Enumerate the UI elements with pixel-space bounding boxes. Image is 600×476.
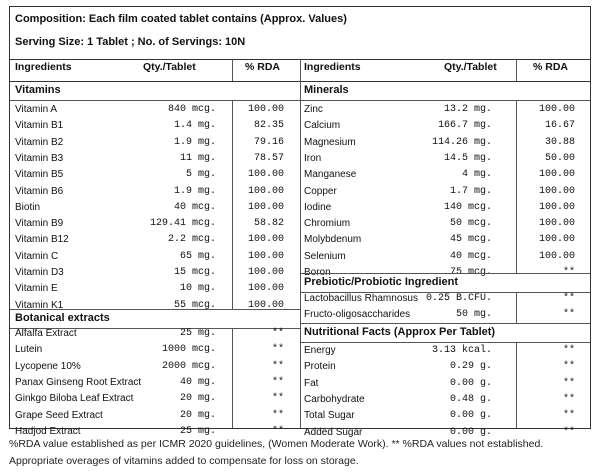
right-row-qty: 40 mcg. <box>449 250 492 262</box>
footer-note-1: %RDA value established as per ICMR 2020 guidelines, (Women Moderate Work). ** %RDA values not established. <box>9 438 544 450</box>
right-row-qty: 0.48 g. <box>449 393 492 405</box>
left-row-rda: ** <box>271 409 284 421</box>
left-row-qty: 10 mg. <box>179 283 216 295</box>
composition-table <box>9 6 591 438</box>
right-col-rda: % RDA <box>533 61 569 73</box>
right-row-name: Fructo-oligosaccharides <box>304 309 411 321</box>
right-row-name: Zinc <box>304 104 323 115</box>
left-row-name: Vitamin D3 <box>15 267 64 278</box>
left-row-qty: 11 mg. <box>179 152 216 164</box>
right-row-rda: ** <box>562 267 575 278</box>
left-row-rda: 100.00 <box>247 299 284 311</box>
right-row-name: Carbohydrate <box>304 393 365 405</box>
left-row-rda: 58.82 <box>253 218 284 230</box>
left-row-name: Vitamin B2 <box>15 136 64 148</box>
right-row-rda: ** <box>562 361 575 373</box>
left-row-name: Grape Seed Extract <box>15 409 103 421</box>
left-row-rda: 100.00 <box>247 283 284 295</box>
left-row-qty: 1.9 mg. <box>173 185 216 197</box>
left-row-rda: ** <box>271 328 284 339</box>
left-col-rda: % RDA <box>245 61 281 73</box>
left-col-ingredients: Ingredients <box>15 61 72 73</box>
left-row-name: Hadjod Extract <box>15 425 81 437</box>
right-row-rda: 16.67 <box>544 120 575 132</box>
left-row-qty: 25 mg. <box>179 425 216 437</box>
right-row-name: Total Sugar <box>304 410 355 422</box>
right-row-rda: ** <box>562 377 575 389</box>
right-row-rda: ** <box>562 393 575 405</box>
serving-size: Serving Size: 1 Tablet ; No. of Servings: 10N <box>15 36 246 48</box>
left-botanical-top-rule <box>10 309 300 310</box>
right-row-rda: 100.00 <box>538 169 575 181</box>
right-row-qty: 114.26 mg. <box>431 136 492 148</box>
left-row-rda: ** <box>271 376 284 388</box>
right-row-qty: 50 mg. <box>455 309 492 321</box>
right-row-qty: 50 mcg. <box>449 218 492 230</box>
right-row-rda: 50.00 <box>544 152 575 164</box>
right-row-rda: ** <box>562 345 575 356</box>
left-row-name: Vitamin B1 <box>15 120 64 132</box>
left-row-qty: 2.2 mcg. <box>167 234 216 246</box>
right-row-rda: ** <box>562 293 575 304</box>
left-row-qty: 40 mg. <box>179 376 216 388</box>
left-row-name: Vitamin K1 <box>15 299 64 311</box>
right-row-qty: 14.5 mg. <box>443 152 492 164</box>
left-row-qty: 129.41 mcg. <box>149 218 216 230</box>
left-row-rda: 100.00 <box>247 201 284 213</box>
left-row-rda: 79.16 <box>253 136 284 148</box>
left-row-qty: 55 mcg. <box>173 299 216 311</box>
table-header <box>10 7 590 60</box>
right-row-qty: 13.2 mg. <box>443 104 492 115</box>
right-row-qty: 0.29 g. <box>449 361 492 373</box>
right-row-name: Molybdenum <box>304 234 362 246</box>
left-row-name: Alfalfa Extract <box>15 328 77 339</box>
right-row-name: Selenium <box>304 250 346 262</box>
right-section-title: Minerals <box>304 84 349 96</box>
right-row-qty: 166.7 mg. <box>437 120 492 132</box>
right-section-rule <box>300 100 590 101</box>
right-row-rda: 100.00 <box>538 104 575 115</box>
right-row-name: Iodine <box>304 201 332 213</box>
right-row-qty: 75 mcg. <box>449 267 492 278</box>
right-row-rda: 100.00 <box>538 185 575 197</box>
left-row-rda: 100.00 <box>247 234 284 246</box>
right-row-rda: ** <box>562 309 575 321</box>
right-row-qty: 0.00 g. <box>449 377 492 389</box>
right-row-rda: 30.88 <box>544 136 575 148</box>
left-row-rda: 100.00 <box>247 250 284 262</box>
left-row-rda: 100.00 <box>247 104 284 115</box>
right-row-name: Magnesium <box>304 136 356 148</box>
left-row-rda: ** <box>271 360 284 372</box>
right-row-rda: 100.00 <box>538 201 575 213</box>
left-row-name: Lycopene 10% <box>15 360 81 372</box>
right-row-qty: 0.00 g. <box>449 410 492 422</box>
right-section-title: Prebiotic/Probiotic Ingredient <box>304 276 459 288</box>
left-section-title: Vitamins <box>15 84 61 96</box>
left-row-qty: 25 mg. <box>179 328 216 339</box>
left-row-rda: ** <box>271 425 284 437</box>
left-row-rda: 82.35 <box>253 120 284 132</box>
right-section-title: Nutritional Facts (Approx Per Tablet) <box>304 326 496 338</box>
right-row-name: Fat <box>304 377 319 389</box>
right-col-ingredients: Ingredients <box>304 61 361 73</box>
right-row-rda: ** <box>562 410 575 422</box>
right-row-name: Protein <box>304 361 336 373</box>
left-col-qty: Qty./Tablet <box>143 61 196 73</box>
right-row-qty: 1.7 mg. <box>449 185 492 197</box>
left-row-qty: 2000 mcg. <box>161 360 216 372</box>
right-row-name: Boron <box>304 267 331 278</box>
left-row-qty: 1.4 mg. <box>173 120 216 132</box>
right-row-name: Iron <box>304 152 322 164</box>
right-row-name: Lactobacillus Rhamnosus <box>304 293 418 304</box>
left-row-name: Lutein <box>15 344 43 356</box>
right-row-name: Added Sugar <box>304 426 363 438</box>
right-row-rda: 100.00 <box>538 218 575 230</box>
left-row-name: Vitamin B9 <box>15 218 64 230</box>
left-row-qty: 20 mg. <box>179 393 216 405</box>
left-header-rda-divider <box>232 59 233 81</box>
left-row-qty: 1.9 mg. <box>173 136 216 148</box>
left-row-qty: 1000 mcg. <box>161 344 216 356</box>
left-row-name: Vitamin B6 <box>15 185 64 197</box>
right-row-qty: 45 mcg. <box>449 234 492 246</box>
left-row-name: Vitamin A <box>15 104 58 115</box>
left-row-name: Vitamin C <box>15 250 59 262</box>
left-row-rda: 100.00 <box>247 169 284 181</box>
left-row-rda: 100.00 <box>247 267 284 278</box>
left-row-name: Panax Ginseng Root Extract <box>15 376 142 388</box>
left-row-name: Vitamin B5 <box>15 169 64 181</box>
composition-title: Composition: Each film coated tablet contains (Approx. Values) <box>15 13 347 25</box>
right-row-rda: ** <box>562 426 575 438</box>
right-row-qty: 3.13 kcal. <box>431 345 492 356</box>
right-header-rda-divider <box>516 59 517 81</box>
right-row-qty: 0.00 g. <box>449 426 492 438</box>
left-row-qty: 40 mcg. <box>173 201 216 213</box>
left-row-name: Ginkgo Biloba Leaf Extract <box>15 393 134 405</box>
half-divider <box>300 59 301 428</box>
right-row-qty: 140 mcg. <box>443 201 492 213</box>
left-row-name: Biotin <box>15 201 41 213</box>
left-row-qty: 15 mcg. <box>173 267 216 278</box>
right-row-name: Energy <box>304 345 336 356</box>
right-row-name: Manganese <box>304 169 357 181</box>
right-row-name: Calcium <box>304 120 341 132</box>
left-row-qty: 840 mcg. <box>167 104 216 115</box>
right-col-qty: Qty./Tablet <box>444 61 497 73</box>
right-row-qty: 0.25 B.CFU. <box>425 293 492 304</box>
right-section-rule <box>300 342 590 343</box>
right-row-name: Copper <box>304 185 337 197</box>
left-row-qty: 65 mg. <box>179 250 216 262</box>
right-row-name: Chromium <box>304 218 351 230</box>
left-row-rda: ** <box>271 344 284 356</box>
left-row-name: Vitamin B12 <box>15 234 69 246</box>
left-row-name: Vitamin E <box>15 283 58 295</box>
left-section-title: Botanical extracts <box>15 312 110 324</box>
right-probiotic-top-rule <box>300 273 590 274</box>
right-nutrition-top-rule <box>300 323 590 324</box>
left-row-rda: 100.00 <box>247 185 284 197</box>
left-row-qty: 5 mg. <box>185 169 216 181</box>
left-section-rule <box>10 100 300 101</box>
right-row-rda: 100.00 <box>538 250 575 262</box>
footer-note-2: Appropriate overages of vitamins added to compensate for loss on storage. <box>9 455 359 467</box>
right-row-qty: 4 mg. <box>461 169 492 181</box>
left-row-name: Vitamin B3 <box>15 152 64 164</box>
left-row-qty: 20 mg. <box>179 409 216 421</box>
left-row-rda: ** <box>271 393 284 405</box>
left-row-rda: 78.57 <box>253 152 284 164</box>
right-row-rda: 100.00 <box>538 234 575 246</box>
